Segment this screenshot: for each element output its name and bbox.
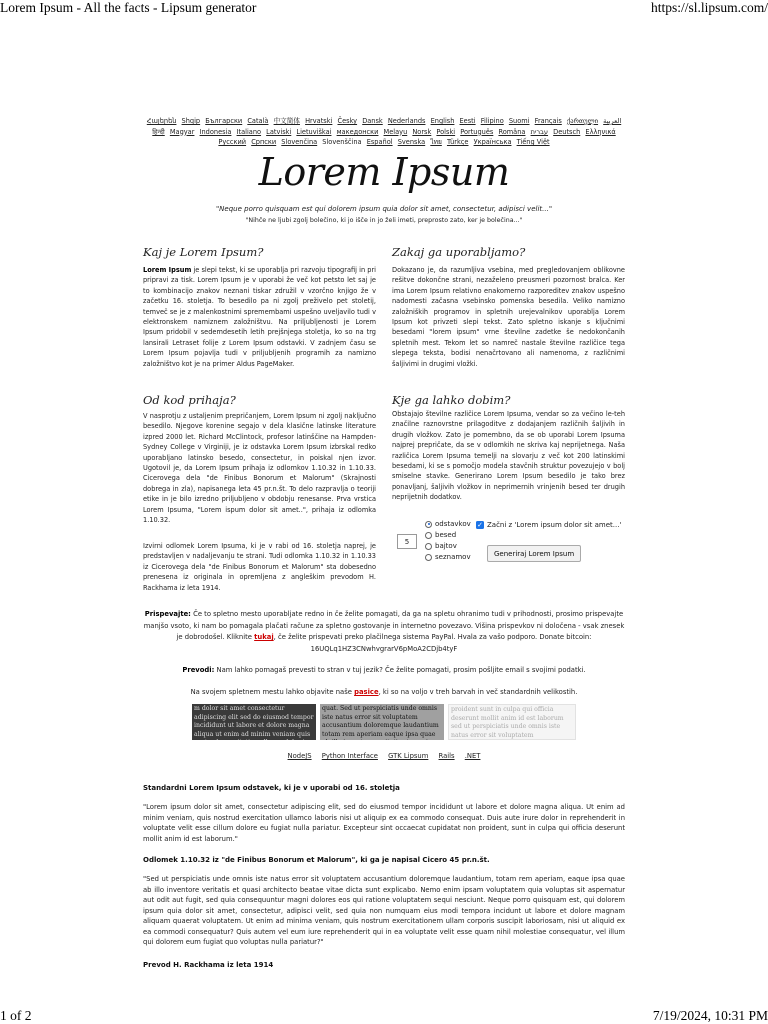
- language-link[interactable]: English: [430, 117, 455, 125]
- radio-dot-selected[interactable]: [425, 521, 432, 528]
- what-is-text: je slepi tekst, ki se uporablja pri razvoju tipografij in pri pripravi za tisk. Lorem Ipsum je v uporabi že več kot petsto let saj je to kombinacijo znakov neznani tiskar združil v vzorčno knjigo že v začetku 16. stoletja. To besedilo pa ni zgolj preživelo pet stoletij, temveč se je z malenkostnimi spremembami uspešno uveljavilo tudi v elektronskem namiznem založništvu. Na priljubljenosti je Lorem Ipsum pridobil v sedemdesetih letih prejšnjega stoletja, ko so na trg lansirali Letraset folije z Lorem Ipsum odstavki. V zadnjem času se Lorem Ipsum pojavlja tudi v priljubljenih programih za namizno založništvo kot je na primer Aldus PageMaker.: [143, 266, 376, 368]
- donate-paypal-link[interactable]: tukaj: [254, 633, 274, 641]
- banners-link[interactable]: pasice: [354, 688, 379, 696]
- language-link[interactable]: हिन्दी: [152, 127, 165, 136]
- language-link[interactable]: Indonesia: [199, 127, 232, 136]
- translations-label: Prevodi:: [182, 666, 215, 674]
- language-link[interactable]: македонски: [336, 127, 379, 136]
- language-link[interactable]: ‫العربية: [603, 117, 622, 125]
- tool-link-python[interactable]: Python Interface: [321, 752, 378, 760]
- cicero-passage: "Sed ut perspiciatis unde omnis iste natus error sit voluptatem accusantium doloremque laudantium, totam rem aperiam, eaque ipsa quae ab illo inventore veritatis et quasi architecto beatae vitae dicta sunt explicabo. Nemo enim ipsam voluptatem quia voluptas sit aspernatur aut odit aut fugit, sed quia consequuntur magni dolores eos qui ratione voluptatem sequi nesciunt. Neque porro quisquam est, qui dolorem ipsum quia dolor sit amet, consectetur, adipisci velit, sed quia non numquam eius modi tempora incidunt ut labore et dolore magnam aliquam quaerat voluptatem. Ut enim ad minima veniam, quis nostrum exercitationem ullam corporis suscipit laboriosam, nisi ut aliquid ex ea commodi consequatur? Quis autem vel eum iure reprehenderit qui in ea voluptate velit esse quam nihil molestiae consequatur, vel illum qui dolorem eum fugiat quo voluptas nulla pariatur?": [143, 875, 625, 946]
- donate-text-after: , če želite prispevati preko plačilnega sistema PayPal. Hvala za vašo podporo. Donate bitcoin:: [273, 633, 592, 641]
- standard-passage: "Lorem ipsum dolor sit amet, consectetur adipiscing elit, sed do eiusmod tempor incididunt ut labore et dolore magna aliqua. Ut enim ad minim veniam, quis nostrud exercitation ullamco laboris nisi ut aliquip ex ea commodo consequat. Duis aute irure dolor in reprehenderit in voluptate velit esse cillum dolore eu fugiat nulla pariatur. Excepteur sint occaecat cupidatat non proident, sunt in culpa qui officia deserunt mollit anim id est laborum.": [143, 803, 625, 843]
- radio-dot[interactable]: [425, 532, 432, 539]
- translations-text: Nam lahko pomagaš prevesti to stran v tuj jezik? Če želite pomagati, prosim pošljite email s svojimi podatki.: [214, 666, 586, 674]
- start-with-lorem-checkbox[interactable]: [476, 521, 621, 529]
- language-link[interactable]: Latviski: [266, 127, 292, 136]
- language-link[interactable]: Slovenščina: [322, 138, 362, 146]
- heading-standard-passage: Standardni Lorem Ipsum odstavek, ki je v uporabi od 16. stoletja: [143, 784, 400, 792]
- heading-where-from: Od kod prihaja?: [143, 393, 236, 407]
- paragraph-why-use: Dokazano je, da razumljiva vsebina, med pregledovanjem oblikovne rešitve dokončne strani, nezaželeno preusmeri pozornost bralca. Ker ima Lorem Ipsum relativno enakomerno razporeditev znakov uspešno nadomesti začasna vsebinsko pomenska besedila. Veliko namizno založniških programov in spletnih urejevalnikov uporablja Lorem Ipsum kot privzeti slepi tekst. Zato spletno iskanje s ključnimi besedami "lorem ipsum" vrne številne zadetke še nedokončanih spletnih mest. Tekom let so namreč nastale številne različice tega slepega teksta, bodisi nenačrtovano ali namenoma, z različnimi šaljivimi in drugimi vložki.: [392, 266, 625, 368]
- banners-text-after: , ki so na voljo v treh barvah in več standardnih velikostih.: [378, 688, 578, 696]
- print-footer-page: 1 of 2: [0, 1008, 32, 1023]
- language-link[interactable]: Melayu: [383, 127, 408, 136]
- radio-bytes[interactable]: [425, 542, 457, 550]
- language-link[interactable]: Magyar: [169, 127, 195, 136]
- site-logo[interactable]: Lorem Ipsum: [258, 150, 510, 194]
- language-link[interactable]: Polski: [436, 127, 456, 136]
- radio-label-lists: seznamov: [435, 553, 471, 561]
- print-footer-datetime: 7/19/2024, 10:31 PM: [652, 1008, 768, 1023]
- language-link[interactable]: Suomi: [508, 117, 530, 125]
- language-link[interactable]: Deutsch: [553, 127, 581, 136]
- language-link[interactable]: Հայերեն: [146, 117, 177, 125]
- radio-label-words: besed: [435, 531, 457, 539]
- translations-notice: [100, 666, 668, 674]
- language-link[interactable]: Português: [460, 127, 494, 136]
- banner-dark[interactable]: m dolor sit amet consectetur adipiscing elit sed do eiusmod tempor incididunt ut labore et dolore magna aliqua ut enim ad minim veniam quis: [192, 704, 316, 740]
- language-link[interactable]: Eesti: [459, 117, 476, 125]
- paragraph-where-get: Obstajajo številne različice Lorem Ipsuma, vendar so za večino le-teh značilne raznovrstne prilagoditve z dodajanjem različnih šaljivih in drugih vložkov. Zato je pomembno, da se ob uporabi Lorem Ipsuma najprej prepričate, da se v odlomkih ne skriva kaj neprijetnega. Naša različica Lorem Ipsuma temelji na slovarju z več kot 200 latinskimi besedami, ki se s pomočjo modela stavčnih struktur povezujejo v bolj smiselne stavke. Generirano Lorem Ipsum besedilo je tako brez ponavljanj, šaljivih vložkov in neprimernih vrinjenih besed ter drugih neprijetnih dodatkov.: [392, 410, 625, 502]
- radio-words[interactable]: [425, 531, 456, 539]
- banners-text: Na svojem spletnem mestu lahko objavite naše: [190, 688, 355, 696]
- tool-link-rails[interactable]: Rails: [438, 752, 455, 760]
- language-link[interactable]: Dansk: [362, 117, 383, 125]
- language-link[interactable]: ไทย: [430, 138, 442, 146]
- paragraph-where-from-2: Izvirni odlomek Lorem Ipsuma, ki je v rabi od 16. stoletja naprej, je predstavljen v nadaljevanju te strani. Tudi odlomka 1.10.32 in 1.10.33 iz Cicerovega dela "de Finibus Bonorum et Malorum" sta dobesedno prenesena iz originala in opremljena z angleškim prevodom H. Rackhama iz leta 1914.: [143, 542, 376, 592]
- tool-link-gtk[interactable]: GTK Lipsum: [388, 752, 429, 760]
- language-link[interactable]: Ελληνικά: [585, 127, 616, 136]
- radio-dot[interactable]: [425, 543, 432, 550]
- language-link[interactable]: Nederlands: [387, 117, 426, 125]
- checkbox-label: Začni z 'Lorem ipsum dolor sit amet...': [487, 521, 622, 529]
- language-link[interactable]: Lietuviškai: [296, 127, 332, 136]
- language-link[interactable]: Türkçe: [446, 138, 469, 146]
- lorem-ipsum-bold: Lorem Ipsum: [143, 266, 192, 274]
- language-link[interactable]: Norsk: [412, 127, 432, 136]
- heading-why-use: Zakaj ga uporabljamo?: [392, 245, 526, 259]
- amount-input[interactable]: 5: [397, 534, 417, 549]
- language-bar: [136, 116, 632, 148]
- language-link[interactable]: Hrvatski: [305, 117, 333, 125]
- donate-label: Prispevajte:: [144, 610, 191, 618]
- language-link[interactable]: Català: [247, 117, 269, 125]
- banner-light[interactable]: proident sunt in culpa qui officia deserunt mollit anim id est laborum sed ut perspiciatis unde omnis iste natus error sit voluptatem: [448, 704, 576, 740]
- banner-grey[interactable]: quat. Sed ut perspiciatis unde omnis iste natus error sit voluptatem accusantium doloremque laudantium totam rem aperiam eaque ipsa quae: [320, 704, 444, 740]
- donate-notice: [140, 609, 628, 655]
- language-link[interactable]: Shqip: [181, 117, 201, 125]
- language-link[interactable]: Svenska: [397, 138, 426, 146]
- heading-what-is: Kaj je Lorem Ipsum?: [143, 245, 264, 259]
- heading-rackham: Prevod H. Rackhama iz leta 1914: [143, 961, 274, 969]
- language-link[interactable]: Tiếng Việt: [516, 138, 550, 146]
- tool-link-nodejs[interactable]: NodeJS: [287, 752, 312, 760]
- radio-label-paragraphs: odstavkov: [435, 520, 471, 528]
- radio-dot[interactable]: [425, 554, 432, 561]
- checkmark-icon[interactable]: ✓: [477, 521, 483, 529]
- heading-cicero-passage: Odlomek 1.10.32 iz "de Finibus Bonorum et Malorum", ki ga je napisal Cicero 45 pr.n.št.: [143, 856, 490, 864]
- language-link[interactable]: Français: [534, 117, 562, 125]
- language-link[interactable]: Български: [205, 117, 243, 125]
- heading-where-get: Kje ga lahko dobim?: [392, 393, 511, 407]
- language-link[interactable]: ქართული: [566, 117, 599, 125]
- language-link[interactable]: Česky: [337, 117, 358, 125]
- banners-notice: [100, 688, 668, 696]
- print-header-title: Lorem Ipsum - All the facts - Lipsum generator: [0, 0, 257, 15]
- radio-lists[interactable]: [425, 553, 471, 561]
- language-link[interactable]: Српски: [251, 138, 277, 146]
- language-link[interactable]: Español: [366, 138, 393, 146]
- paragraph-where-from-1: V nasprotju z ustaljenim prepričanjem, Lorem Ipsum ni zgolj naključno besedilo. Njegove korenine segajo v dela klasične latinske literature izpred 2000 let. Richard McClintock, profesor latinščine na Hampden-Sydney College v Virginiji, je iz odstavka Lorem Ipsum izbrskal redko uporabljano latinsko besedo, consectetur, in poiskal njen izvor. Ugotovil je, da Lorem Ipsum prihaja iz odlomkov 1.10.32 in 1.10.33. Cicerovega dela "de Finibus Bonorum et Malorum" (Skrajnosti dobrega in zla), napisanega leta 45 pr.n.št. To delo razpravlja o teoriji etike in je bilo izredno priljubljeno v obdobju renesanse. Prva vrstica Lorem Ipsuma, "Lorem ispum dolor sit amet..", prihaja iz odlomka 1.10.32.: [143, 412, 376, 525]
- language-link[interactable]: Українська: [473, 138, 512, 146]
- donate-text: Če to spletno mesto uporabljate redno in če želite pomagati, da ga na spletu ohranimo tudi v prihodnosti, prosimo prispevajte manjšo vsoto, ki nam bo pomagala plačati račune za spletno gostovanje in internetno povezavo. Višina prispevkov ni določena - vsak znesek je dobrodošel. Kliknite: [143, 610, 625, 641]
- generate-button[interactable]: Generiraj Lorem Ipsum: [487, 545, 581, 562]
- tagline-translation: "Nihče ne ljubi zgolj bolečino, ki jo išče in jo želi imeti, preprosto zato, ker je bolečina...": [245, 217, 523, 224]
- radio-paragraphs[interactable]: [425, 520, 471, 528]
- tagline: "Neque porro quisquam est qui dolorem ipsum quia dolor sit amet, consectetur, adipisci velit...": [215, 205, 553, 213]
- tool-link-dotnet[interactable]: .NET: [464, 752, 481, 760]
- tool-links: [0, 752, 768, 760]
- language-link[interactable]: Italiano: [236, 127, 262, 136]
- language-link[interactable]: 中文简体: [273, 117, 300, 125]
- radio-label-bytes: bajtov: [435, 542, 457, 550]
- language-link[interactable]: Pyccкий: [218, 138, 247, 146]
- language-link[interactable]: Filipino: [480, 117, 504, 125]
- print-header-url: https://sl.lipsum.com/: [650, 0, 768, 15]
- paragraph-what-is: [143, 265, 376, 369]
- bitcoin-address: 16UQLq1HZ3CNwhvgrarV6pMoA2CDjb4tyF: [310, 644, 458, 653]
- language-link[interactable]: Slovenčina: [281, 138, 318, 146]
- language-link[interactable]: ‫עברית: [530, 127, 549, 136]
- language-link[interactable]: Româna: [498, 127, 526, 136]
